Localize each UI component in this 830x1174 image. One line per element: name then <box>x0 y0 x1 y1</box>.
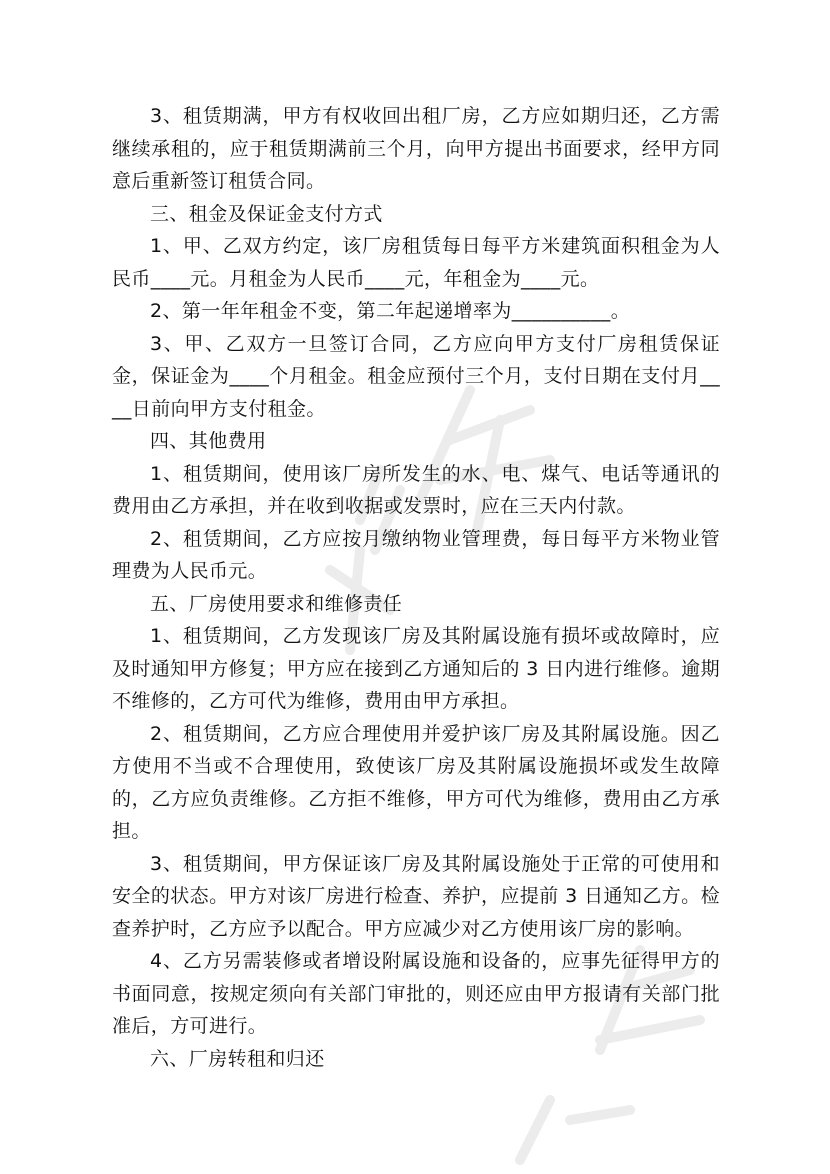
clause-deposit-payment-3: 3、甲、乙双方一旦签订合同，乙方应向甲方支付厂房租赁保证金，保证金为____个月租金。租金应预付三个月，支付日期在支付月____日前向甲方支付租金。 <box>112 332 720 420</box>
clause-rent-increase-2: 2、第一年年租金不变，第二年起递增率为__________。 <box>150 300 631 322</box>
clause-property-fee-2: 2、租赁期间，乙方应按月缴纳物业管理费，每日每平方米物业管理费为人民币元。 <box>112 527 720 582</box>
clause-proper-use-2: 2、租赁期间，乙方应合理使用并爱护该厂房及其附属设施。因乙方使用不当或不合理使用，致使该厂房及其附属设施损坏或发生故障的，乙方应负责维修。乙方拒不维修，甲方可代为维修，费用由乙方承担。 <box>112 722 720 842</box>
clause-renovation-4: 4、乙方另需装修或者增设附属设施和设备的，应事先征得甲方的书面同意，按规定须向有关部门审批的，则还应由甲方报请有关部门批准后，方可进行。 <box>112 950 720 1037</box>
section-heading-other-fees: 四、其他费用 <box>150 430 267 452</box>
clause-rent-amount-1: 1、甲、乙双方约定，该厂房租赁每日每平方米建筑面积租金为人民币____元。月租金为人民币____元，年租金为____元。 <box>112 235 720 290</box>
clause-repair-notice-1: 1、租赁期间，乙方发现该厂房及其附属设施有损坏或故障时，应及时通知甲方修复；甲方应在接到乙方通知后的 3 日内进行维修。逾期不维修的，乙方可代为维修，费用由甲方承担。 <box>112 625 720 712</box>
clause-utilities-1: 1、租赁期间，使用该厂房所发生的水、电、煤气、电话等通讯的费用由乙方承担，并在收到收据或发票时，应在三天内付款。 <box>112 462 720 517</box>
section-heading-usage-maintenance: 五、厂房使用要求和维修责任 <box>150 592 403 615</box>
clause-inspection-3: 3、租赁期间，甲方保证该厂房及其附属设施处于正常的可使用和安全的状态。甲方对该厂房进行检查、养护，应提前 3 日通知乙方。检查养护时，乙方应予以配合。甲方应减少对乙方使用该厂房的影响。 <box>112 852 720 940</box>
clause-lease-expiry-3: 3、租赁期满，甲方有权收回出租厂房，乙方应如期归还，乙方需继续承租的，应于租赁期满前三个月，向甲方提出书面要求，经甲方同意后重新签订租赁合同。 <box>112 105 720 192</box>
document-body <box>112 100 720 1075</box>
section-heading-sublease-return: 六、厂房转租和归还 <box>150 1047 325 1070</box>
section-heading-rent-deposit: 三、租金及保证金支付方式 <box>150 202 383 225</box>
